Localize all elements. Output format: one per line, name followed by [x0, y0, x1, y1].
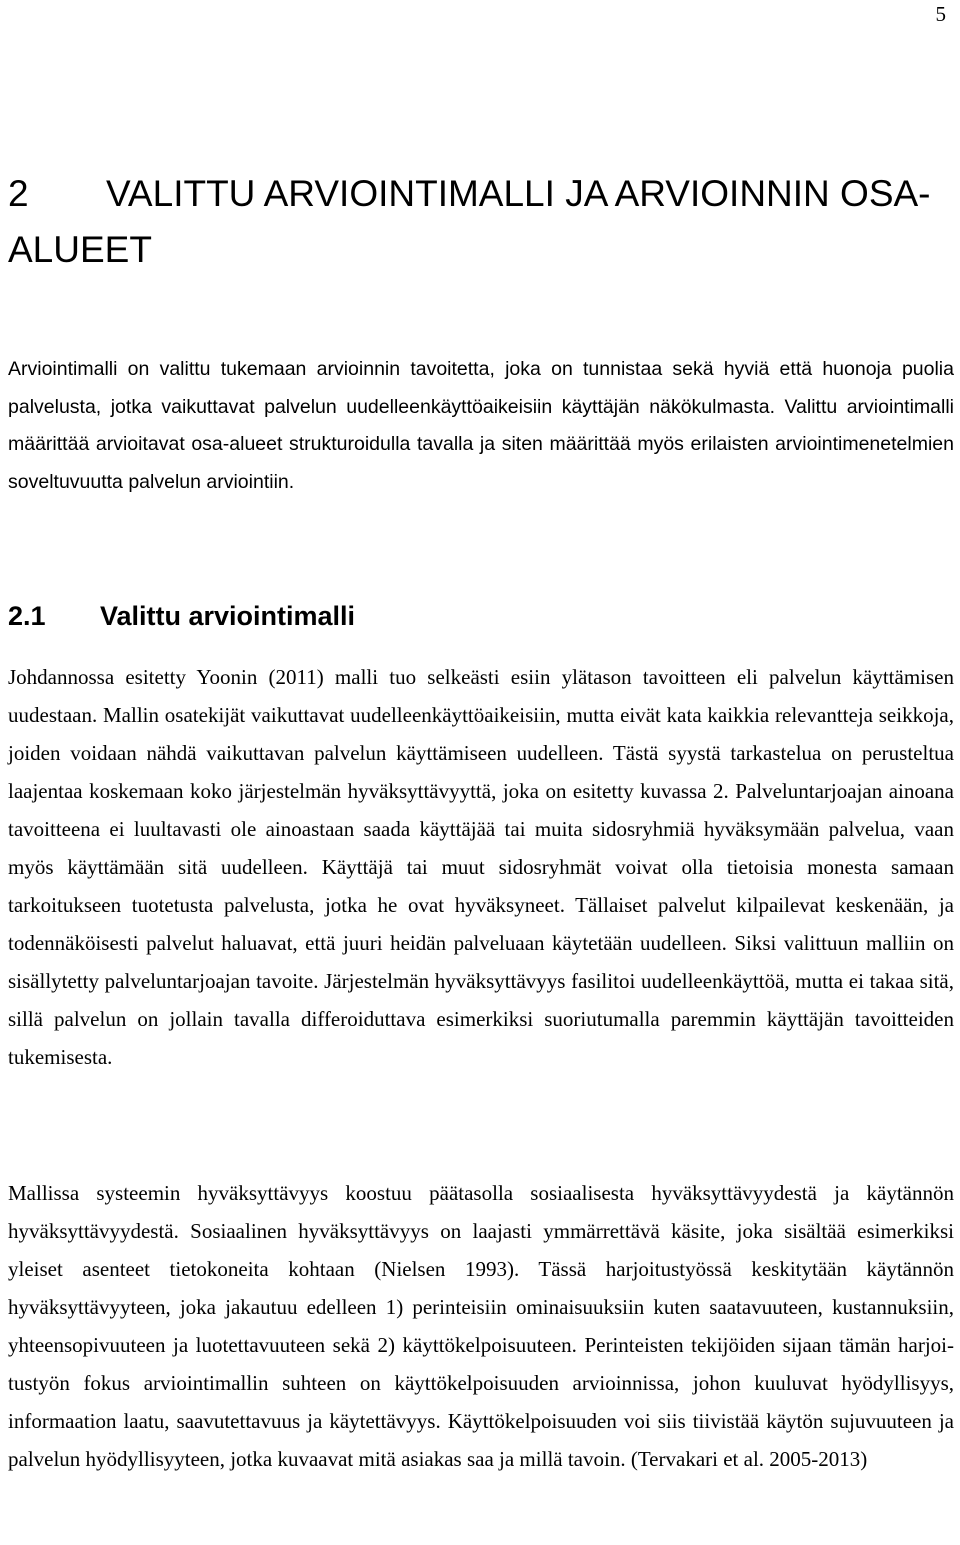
- chapter-heading: [8, 166, 948, 278]
- section-heading: [8, 592, 355, 640]
- chapter-number: 2: [8, 173, 29, 214]
- chapter-title: VALITTU ARVIOINTIMALLI JA ARVIOINNIN OSA-ALUEET: [8, 173, 931, 270]
- body-paragraph: Mallissa systeemin hyväksyttävyys koostuu päätasolla sosiaalisesta hyväksyttävyydestä ja käytännön hyväksyttävyydestä. Sosiaalinen hyväksyttävyys on laajasti ymmärrettävä käsite, joka sisältää esimerkiksi yleiset asenteet tietokoneita kohtaan (Nielsen 1993). Tässä harjoitustyössä keskitytään käytännön hyväksyttävyyteen, joka jakautuu edelleen 1) perinteisiin ominaisuuksiin kuten saatavuuteen, kustannuksiin, yhteensopivuuteen ja luotettavuuteen sekä 2) käyttökelpoisuuteen. Perinteisten tekijöiden sijaan tämän harjoitustyön fokus arviointimallin suhteen on käyttökelpoisuuden arvioinnissa, johon kuuluvat hyödyllisyys, informaation laatu, saavutettavuus ja käytettävyys. Käyttökelpoisuuden voi siis tiivistää käytön sujuvuuteen ja palvelun hyödyllisyyteen, jotka kuvaavat mitä asiakas saa ja millä tavoin. (Tervakari et al. 2005-2013): [8, 1181, 954, 1471]
- body-paragraph: Johdannossa esitetty Yoonin (2011) malli tuo selkeästi esiin ylätason tavoitteen eli palvelun käyttämisen uudestaan. Mallin osatekijät vaikuttavat uudelleenkäyttöaikeisiin, mutta eivät kata kaikkia relevantteja seikkoja, joiden voidaan nähdä vaikuttavan palvelun käyttämiseen uudelleen. Tästä syystä tarkastelua on perusteltua laajentaa koskemaan koko järjestelmän hyväksyttävyyttä, joka on esitetty kuvassa 2. Palveluntarjoajan ainoana tavoitteena ei luultavasti ole ainoastaan saada käyttäjää tai muita sidosryhmiä hyväksymään palvelua, vaan myös käyttämään sitä uudelleen. Käyttäjä tai muut sidosryhmät voivat olla tietoisia monesta samaan tarkoitukseen tuotetusta palvelusta, jotka he ovat hyväksyneet. Tällaiset palvelut kilpailevat keskenään, ja todennäköisesti palvelut haluavat, että juuri heidän palveluaan käytetään uudelleen. Siksi valittuun malliin on sisällytetty palveluntarjoajan tavoite. Järjestelmän hyväksyttävyys fasilitoi uudelleenkäyttöä, mutta ei takaa sitä, sillä palvelun on jollain tavalla differoiduttava esimerkiksi suoriutumalla paremmin käyttäjän tavoitteiden tukemisesta.: [8, 665, 954, 1069]
- section-number: 2.1: [8, 601, 46, 631]
- intro-paragraph: Arviointimalli on valittu tukemaan arvioinnin tavoitetta, joka on tunnistaa sekä hyviä että huonoja puolia palvelusta, jotka vaikuttavat palvelun uudelleenkäyttöaikeisiin käyttäjän näkökulmasta. Valittu arviointimalli määrittää arvioitavat osa-alueet strukturoidulla tavalla ja siten määrittää myös erilaisten arviointimenetelmien soveltuvuutta palvelun arviointiin.: [8, 358, 954, 493]
- section-title: Valittu arviointimalli: [100, 601, 356, 631]
- page-number: 5: [935, 2, 946, 26]
